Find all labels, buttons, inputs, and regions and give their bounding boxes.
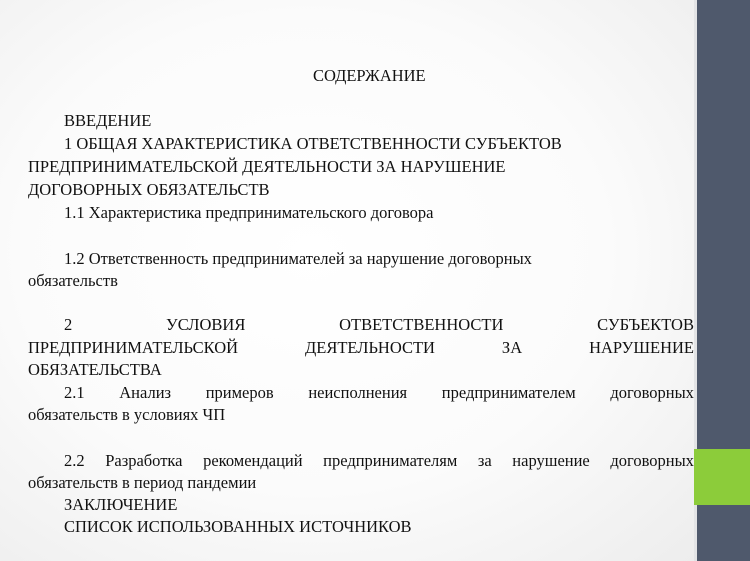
toc-chapter-2-line-3: ОБЯЗАТЕЛЬСТВА <box>28 360 162 379</box>
word: Анализ <box>119 383 172 402</box>
toc-section-2-2-line-2: обязательств в период пандемии <box>28 473 257 492</box>
word: договорных <box>610 451 694 470</box>
accent-square <box>694 449 750 505</box>
toc-references: СПИСОК ИСПОЛЬЗОВАННЫХ ИСТОЧНИКОВ <box>64 517 412 536</box>
toc-conclusion: ЗАКЛЮЧЕНИЕ <box>64 495 178 514</box>
word: договорных <box>610 383 694 402</box>
word: рекомендаций <box>203 451 303 470</box>
word: ПРЕДПРИНИМАТЕЛЬСКОЙ <box>28 338 239 357</box>
word: 2.1 <box>64 383 85 402</box>
toc-introduction: ВВЕДЕНИЕ <box>64 111 152 130</box>
word: Разработка <box>105 451 183 470</box>
word: предпринимателям <box>323 451 458 470</box>
toc-chapter-2-line-2 <box>28 338 694 358</box>
toc-section-1-1: 1.1 Характеристика предпринимательского договора <box>64 203 434 222</box>
word: СУБЪЕКТОВ <box>597 315 694 334</box>
word: примеров <box>205 383 274 402</box>
word: нарушение <box>512 451 590 470</box>
toc-chapter-1-line-3: ДОГОВОРНЫХ ОБЯЗАТЕЛЬСТВ <box>28 180 270 199</box>
toc-chapter-1-line-1: 1 ОБЩАЯ ХАРАКТЕРИСТИКА ОТВЕТСТВЕННОСТИ СУБЪЕКТОВ <box>64 134 562 153</box>
toc-section-2-1-line-1 <box>28 383 694 403</box>
word: за <box>477 451 492 470</box>
word: УСЛОВИЯ <box>166 315 246 334</box>
word: 2.2 <box>64 451 85 470</box>
word: ДЕЯТЕЛЬНОСТИ <box>304 338 435 357</box>
word: ОТВЕТСТВЕННОСТИ <box>339 315 504 334</box>
toc-chapter-1-line-2: ПРЕДПРИНИМАТЕЛЬСКОЙ ДЕЯТЕЛЬНОСТИ ЗА НАРУШЕНИЕ <box>28 157 506 176</box>
word: 2 <box>64 315 73 334</box>
toc-section-2-1-line-2: обязательств в условиях ЧП <box>28 405 226 424</box>
toc-chapter-2-line-1 <box>28 315 694 335</box>
toc-title: СОДЕРЖАНИЕ <box>313 66 426 85</box>
toc-section-1-2-line-2: обязательств <box>28 271 118 290</box>
toc-section-2-2-line-1 <box>28 451 694 471</box>
word: ЗА <box>501 338 523 357</box>
word: неисполнения <box>308 383 408 402</box>
toc-section-1-2-line-1: 1.2 Ответственность предпринимателей за нарушение договорных <box>64 249 532 268</box>
word: НАРУШЕНИЕ <box>589 338 694 357</box>
word: предпринимателем <box>441 383 576 402</box>
